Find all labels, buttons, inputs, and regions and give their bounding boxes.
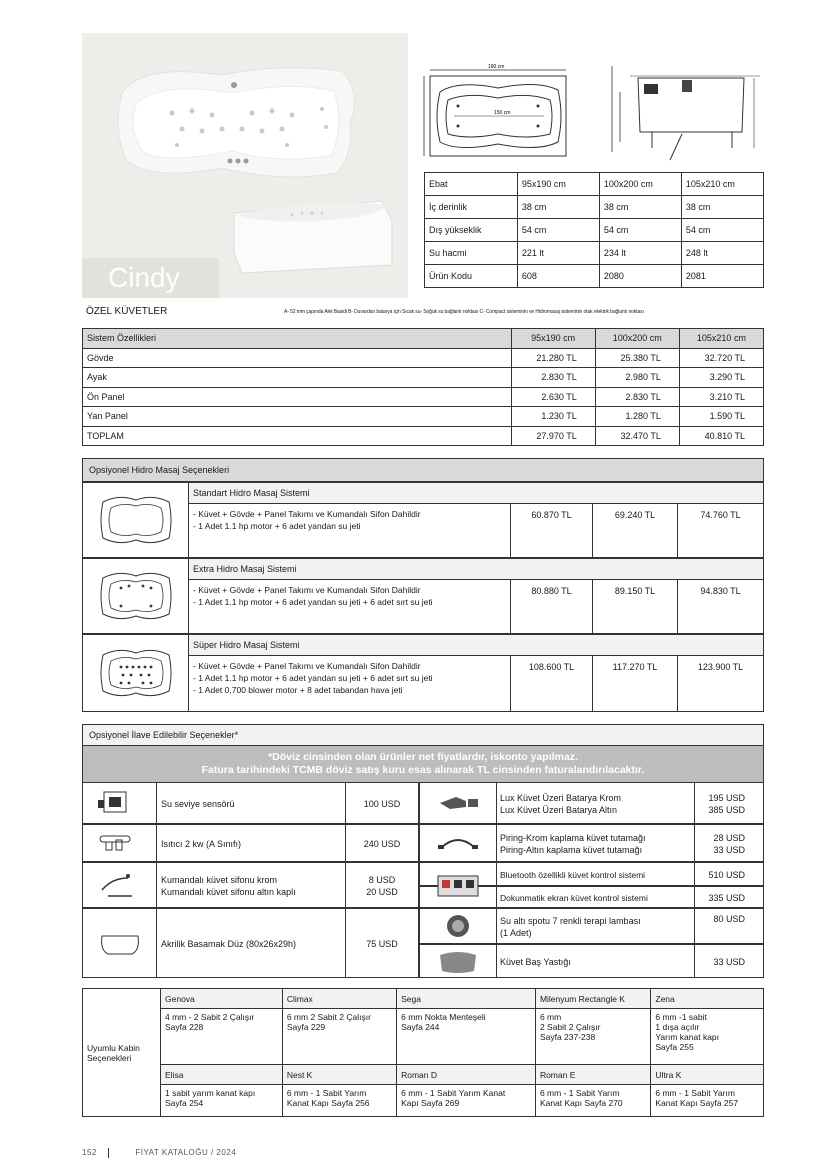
- hydro-tub-icon: [99, 492, 173, 548]
- price-value: 25.380 TL: [595, 348, 679, 368]
- cabin-detail: [282, 1085, 396, 1117]
- option-price-cell: [694, 782, 764, 824]
- fixture-icon: [98, 928, 142, 958]
- inner-dim-text: 150 cm: [494, 110, 511, 116]
- cabin-detail-line: 6 mm - 1 Sabit Yarım Kanat: [401, 1088, 506, 1098]
- hydro-system-name: Standart Hidro Masaj Sistemi: [189, 483, 763, 504]
- cabin-detail-line: Kapı Sayfa 269: [401, 1098, 460, 1108]
- cabin-detail-line: 6 mm -1 sabit: [655, 1012, 707, 1022]
- option-right-item: [419, 824, 695, 862]
- option-line: Küvet Baş Yastığı: [500, 957, 571, 967]
- cabin-detail-line: 2 Sabit 2 Çalışır: [539, 1022, 601, 1032]
- price-value: 2.630 TL: [511, 387, 595, 407]
- section-note: A- 52 mm çapında Alet Basidi B- Duvardan batarya için Sıcak su- Soğuk su bağlantı noktası C- Compact sisteminin ve Hidromasaj sisteminin otak elektrik bağlantı noktası: [284, 309, 644, 315]
- option-line: Lux Küvet Üzeri Batarya Krom: [500, 793, 622, 803]
- option-left-item: [82, 824, 346, 862]
- price-value: 21.280 TL: [511, 348, 595, 368]
- option-price: 100 USD: [363, 799, 401, 809]
- option-line: Su altı spotu 7 renkli terapi lambası: [500, 916, 641, 926]
- price-value: 3.290 TL: [679, 368, 763, 388]
- spec-value: 105x210 cm: [681, 173, 763, 196]
- price-value: 40.810 TL: [679, 426, 763, 446]
- fixture-icon: [98, 870, 142, 900]
- cabin-name: Elisa: [161, 1065, 283, 1085]
- cabin-detail-line: 1 sabit yarım kanat kapı: [165, 1088, 256, 1098]
- hydro-desc-line: - Küvet + Gövde + Panel Takımı ve Kumandalı Sifon Dahildir: [193, 509, 421, 519]
- hydro-description: [189, 656, 511, 711]
- cabin-detail: [535, 1009, 650, 1065]
- hydro-price: 89.150 TL: [593, 580, 678, 633]
- cabin-name-row: [83, 989, 764, 1009]
- option-text: [500, 792, 694, 816]
- section-title: ÖZEL KÜVETLER: [86, 306, 168, 317]
- option-icon-cell: [420, 945, 496, 977]
- price-label: Yan Panel: [83, 407, 512, 427]
- hydro-tub-icon: [99, 645, 173, 701]
- price-header-size: 100x200 cm: [595, 329, 679, 349]
- spec-label: Ebat: [425, 173, 518, 196]
- hydro-desc-line: - Küvet + Gövde + Panel Takımı ve Kumandalı Sifon Dahildir: [193, 661, 421, 671]
- accessory-icon: [436, 947, 480, 975]
- option-icon-cell: [420, 909, 496, 943]
- accessory-icon: [436, 829, 480, 857]
- cabin-detail-line: Sayfa 228: [165, 1022, 204, 1032]
- option-price: 33 USD: [713, 957, 745, 967]
- hydro-image: [83, 483, 189, 557]
- option-line: Kumandalı küvet sifonu krom: [161, 875, 278, 885]
- price-value: 2.830 TL: [595, 387, 679, 407]
- price-header-label: Sistem Özellikleri: [83, 329, 512, 349]
- specs-table: [424, 172, 764, 288]
- option-icon-cell: [420, 863, 496, 909]
- option-text: [500, 956, 694, 968]
- spec-value: 38 cm: [599, 196, 681, 219]
- option-icon-cell: [83, 825, 157, 861]
- hydro-price: 80.880 TL: [511, 580, 593, 633]
- cabin-detail-row: [83, 1085, 764, 1117]
- price-value: 3.210 TL: [679, 387, 763, 407]
- option-price-cell: [345, 782, 419, 824]
- hydro-description: [189, 504, 511, 557]
- cabin-detail: [397, 1085, 536, 1117]
- banner-line-1: *Döviz cinsinden olan ürünler net fiyatlardır, iskonto yapılmaz.: [268, 751, 578, 763]
- cabin-detail: [161, 1085, 283, 1117]
- option-price: 335 USD: [708, 893, 745, 903]
- cabin-detail-line: 6 mm Nokta Menteşeli: [401, 1012, 486, 1022]
- page-number: 152: [82, 1148, 97, 1158]
- option-price-cell: [694, 824, 764, 862]
- cabin-name: Genova: [161, 989, 283, 1009]
- option-price-cell: [694, 908, 764, 944]
- hydro-system-row: [82, 634, 764, 712]
- cabin-name: Sega: [397, 989, 536, 1009]
- price-value: 1.230 TL: [511, 407, 595, 427]
- price-row: [83, 387, 764, 407]
- spec-label: İç derinlik: [425, 196, 518, 219]
- cabin-detail-line: 4 mm - 2 Sabit 2 Çalışır: [165, 1012, 255, 1022]
- cabin-detail-line: 6 mm - 1 Sabit Yarım: [286, 1088, 367, 1098]
- spec-value: 248 lt: [681, 242, 763, 265]
- cabin-detail-line: Sayfa 237-238: [539, 1032, 596, 1042]
- option-price-cell: [345, 908, 419, 978]
- cabin-detail-row: [83, 1009, 764, 1065]
- spec-value: 100x200 cm: [599, 173, 681, 196]
- spec-label: Su hacmi: [425, 242, 518, 265]
- spec-value: 95x190 cm: [517, 173, 599, 196]
- option-text: [161, 874, 343, 898]
- hydro-price: 74.760 TL: [700, 510, 741, 520]
- hydro-desc-line: - 1 Adet 1.1 hp motor + 6 adet yandan su jeti + 6 adet sırt su jeti: [193, 673, 433, 683]
- control-panel-icon: [436, 874, 480, 898]
- top-view-drawing: [418, 62, 578, 162]
- price-value: 27.970 TL: [511, 426, 595, 446]
- option-right-item: [419, 944, 695, 978]
- footer: [82, 1148, 236, 1158]
- price-row: [83, 368, 764, 388]
- cabin-name: Roman E: [535, 1065, 650, 1085]
- option-price: 240 USD: [363, 839, 401, 849]
- option-line: Lux Küvet Üzeri Batarya Altın: [500, 805, 618, 815]
- price-value: 2.980 TL: [595, 368, 679, 388]
- option-price: 195 USD: [708, 793, 745, 803]
- option-line: Su seviye sensörü: [161, 799, 235, 809]
- cabin-detail-line: 1 dışa açılır: [655, 1022, 700, 1032]
- hydro-system-name: Süper Hidro Masaj Sistemi: [189, 635, 763, 656]
- footer-text: FİYAT KATALOĞU / 2024: [135, 1148, 237, 1158]
- cabin-name: Zena: [651, 989, 764, 1009]
- cabin-label: Uyumlu Kabin Seçenekleri: [83, 989, 161, 1117]
- cabin-detail: [161, 1009, 283, 1065]
- cabin-detail-line: Kanat Kapı Sayfa 270: [539, 1098, 623, 1108]
- hydro-price: 123.900 TL: [697, 662, 744, 672]
- cabin-detail-line: 6 mm: [539, 1012, 562, 1022]
- cabin-detail: [282, 1009, 396, 1065]
- cabin-name: Climax: [282, 989, 396, 1009]
- price-value: 1.280 TL: [595, 407, 679, 427]
- option-line: Dokunmatik ekran küvet kontrol sistemi: [500, 893, 648, 903]
- cabin-table: [82, 988, 764, 1117]
- cabin-detail-line: Sayfa 229: [286, 1022, 326, 1032]
- spec-row: [425, 196, 764, 219]
- cabin-detail-line: 6 mm 2 Sabit 2 Çalışır: [286, 1012, 371, 1022]
- hydro-desc-line: - Küvet + Gövde + Panel Takımı ve Kumandalı Sifon Dahildir: [193, 585, 421, 595]
- spec-label: Ürün Kodu: [425, 265, 518, 288]
- hydro-system-row: [82, 558, 764, 634]
- option-price-cell: [345, 862, 419, 908]
- hydro-price: 94.830 TL: [700, 586, 741, 596]
- option-text: [500, 869, 694, 881]
- price-label: Ön Panel: [83, 387, 512, 407]
- hydro-desc-line: - 1 Adet 0,700 blower motor + 8 adet tabandan hava jeti: [193, 685, 403, 695]
- cabin-detail: [535, 1085, 650, 1117]
- option-price: 510 USD: [708, 870, 745, 880]
- spec-value: 54 cm: [681, 219, 763, 242]
- spec-row: [425, 219, 764, 242]
- hydro-price: 69.240 TL: [593, 504, 678, 557]
- hydro-desc-line: - 1 Adet 1.1 hp motor + 6 adet yandan su jeti + 6 adet sırt su jeti: [193, 597, 433, 607]
- price-row: [83, 348, 764, 368]
- option-left-item: [82, 862, 346, 908]
- spec-label: Dış yükseklik: [425, 219, 518, 242]
- price-header-row: [83, 329, 764, 349]
- spec-row: [425, 242, 764, 265]
- hydro-tub-icon: [99, 568, 173, 624]
- cabin-detail-line: Yarım kanat kapı: [655, 1032, 720, 1042]
- spec-value: 38 cm: [681, 196, 763, 219]
- options-title: Opsiyonel İlave Edilebilir Seçenekler*: [82, 724, 764, 746]
- tub-section-icon: [582, 62, 764, 167]
- cabin-detail: [651, 1085, 764, 1117]
- hydro-image: [83, 559, 189, 633]
- hydro-price: 108.600 TL: [511, 656, 593, 711]
- option-left-item: [82, 908, 346, 978]
- price-header-size: 95x190 cm: [511, 329, 595, 349]
- option-icon-cell: [420, 783, 496, 823]
- cabin-detail-line: Kanat Kapı Sayfa 257: [655, 1098, 739, 1108]
- option-price-cell: [694, 886, 764, 908]
- hydro-desc-line: - 1 Adet 1.1 hp motor + 6 adet yandan su jeti: [193, 521, 361, 531]
- price-row: [83, 407, 764, 427]
- option-price: 75 USD: [366, 939, 398, 949]
- price-table: [82, 328, 764, 446]
- option-text: [500, 915, 694, 939]
- option-line: Bluetooth özellikli küvet kontrol sistemi: [500, 870, 646, 880]
- cabin-detail-line: Kanat Kapı Sayfa 256: [286, 1098, 370, 1108]
- hydro-system-row: [82, 482, 764, 558]
- hydro-price: 60.870 TL: [511, 504, 593, 557]
- cabin-detail-line: Sayfa 255: [655, 1042, 694, 1052]
- option-price: 8 USD: [368, 875, 396, 885]
- spec-row: [425, 265, 764, 288]
- cabin-detail-line: 6 mm - 1 Sabit Yarım: [655, 1088, 735, 1098]
- cabin-name: Milenyum Rectangle K: [535, 989, 650, 1009]
- cabin-detail: [651, 1009, 764, 1065]
- option-price: 28 USD: [713, 833, 745, 843]
- option-text: [500, 832, 694, 856]
- option-price: 385 USD: [708, 805, 745, 815]
- option-line: Piring-Krom kaplama küvet tutamağı: [500, 833, 646, 843]
- spec-value: 2081: [681, 265, 763, 288]
- cabin-detail-line: Sayfa 244: [401, 1022, 440, 1032]
- price-label: TOPLAM: [83, 426, 512, 446]
- option-text: [161, 798, 343, 810]
- hydro-title: Opsiyonel Hidro Masaj Seçenekleri: [82, 458, 764, 482]
- price-header-size: 105x210 cm: [679, 329, 763, 349]
- hydro-image: [83, 635, 189, 711]
- option-text: [500, 892, 694, 904]
- fixture-icon: [98, 828, 142, 858]
- option-icon-cell: [83, 783, 157, 823]
- option-right-item: [419, 908, 695, 944]
- option-line: (1 Adet): [500, 928, 532, 938]
- option-price-cell: [694, 944, 764, 978]
- hydro-description: [189, 580, 511, 633]
- banner-line-2: Fatura tarihindeki TCMB döviz satış kuru esas alınarak TL cinsinden faturalandırılacaktır.: [201, 764, 645, 776]
- option-price: 20 USD: [366, 887, 398, 897]
- option-icon-cell: [420, 825, 496, 861]
- accessory-icon: [436, 789, 480, 817]
- option-text: [161, 938, 343, 950]
- accessory-icon: [436, 912, 480, 940]
- spec-row: [425, 173, 764, 196]
- option-price-cell: [345, 824, 419, 862]
- price-label: Gövde: [83, 348, 512, 368]
- price-value: 32.470 TL: [595, 426, 679, 446]
- options-banner: [82, 746, 764, 782]
- option-line: Piring-Altın kaplama küvet tutamağı: [500, 845, 643, 855]
- hydro-price: 117.270 TL: [593, 656, 678, 711]
- cabin-detail-line: Sayfa 254: [165, 1098, 204, 1108]
- option-icon-cell: [83, 909, 157, 977]
- spec-value: 54 cm: [599, 219, 681, 242]
- hydro-system-name: Extra Hidro Masaj Sistemi: [189, 559, 763, 580]
- cabin-detail-line: 6 mm - 1 Sabit Yarım: [539, 1088, 620, 1098]
- spec-value: 38 cm: [517, 196, 599, 219]
- price-row: [83, 426, 764, 446]
- spec-value: 221 lt: [517, 242, 599, 265]
- option-line: Kumandalı küvet sifonu altın kaplı: [161, 887, 296, 897]
- spec-value: 2080: [599, 265, 681, 288]
- cabin-name: Roman D: [397, 1065, 536, 1085]
- price-value: 1.590 TL: [679, 407, 763, 427]
- option-text: [161, 838, 343, 850]
- product-photo: [82, 33, 408, 298]
- option-price: 80 USD: [713, 914, 745, 924]
- product-name: Cindy: [82, 258, 219, 298]
- option-price: 33 USD: [713, 845, 745, 855]
- top-dim-text: 190 cm: [488, 64, 505, 70]
- spec-value: 608: [517, 265, 599, 288]
- option-line: Isıtıcı 2 kw (A Sınıfı): [161, 839, 242, 849]
- price-value: 2.830 TL: [511, 368, 595, 388]
- cabin-name-row: [83, 1065, 764, 1085]
- price-value: 32.720 TL: [679, 348, 763, 368]
- cabin-name: Ultra K: [651, 1065, 764, 1085]
- price-label: Ayak: [83, 368, 512, 388]
- cabin-name: Nest K: [282, 1065, 396, 1085]
- side-view-drawing: [582, 62, 764, 167]
- option-right-item: [419, 782, 695, 824]
- spec-value: 234 lt: [599, 242, 681, 265]
- cabin-detail: [397, 1009, 536, 1065]
- fixture-icon: [98, 788, 142, 818]
- option-left-item: [82, 782, 346, 824]
- option-price-cell: [694, 862, 764, 886]
- option-line: Akrilik Basamak Düz (80x26x29h): [161, 939, 297, 949]
- spec-value: 54 cm: [517, 219, 599, 242]
- option-right-item: [419, 886, 695, 908]
- tub-plan-icon: [418, 62, 578, 162]
- option-icon-cell: [83, 863, 157, 907]
